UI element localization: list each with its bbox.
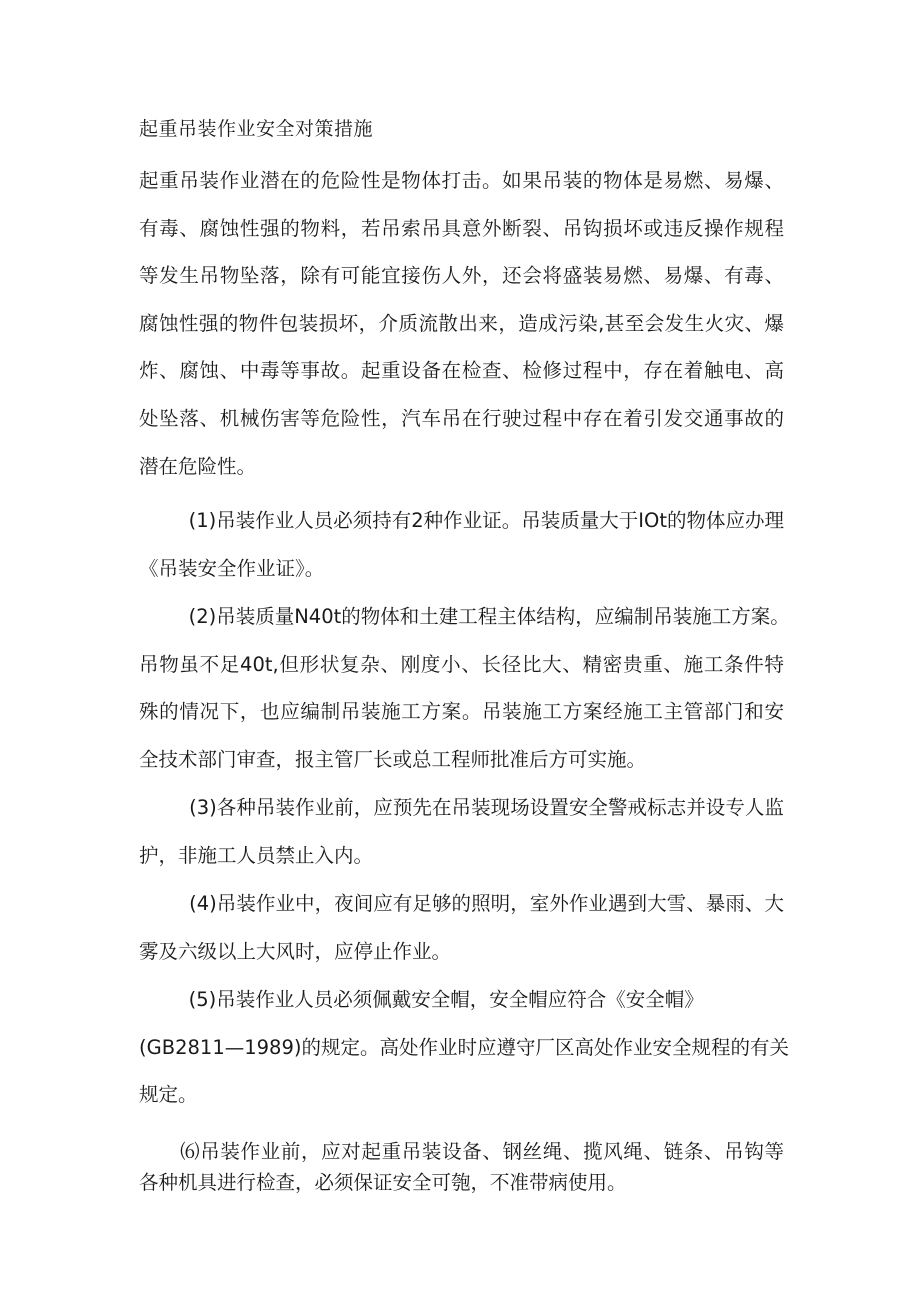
- paragraph-line: (5)吊装作业人员必须佩戴安全帽，安全帽应符合《安全帽》: [139, 988, 704, 1011]
- paragraph-line: ⑹吊装作业前，应对起重吊装设备、钢丝绳、揽风绳、链条、吊钩等: [139, 1140, 784, 1163]
- paragraph-line: 殊的情况下，也应编制吊装施工方案。吊装施工方案经施工主管部门和安: [139, 700, 784, 724]
- item-6-paragraph: [139, 1136, 784, 1198]
- paragraph-line: 起重吊装作业潜在的危险性是物体打击。如果吊装的物体是易燃、易爆、: [139, 169, 784, 192]
- item-3-paragraph: [139, 784, 784, 879]
- paragraph-line: 处坠落、机械伤害等危险性，汽车吊在行驶过程中存在着引发交通事故的: [139, 406, 784, 430]
- paragraph-line: 有毒、腐蚀性强的物料，若吊索吊具意外断裂、吊钩损坏或违反操作规程: [139, 216, 784, 240]
- paragraph-line: 全技术部门审查，报主管厂长或总工程师批准后方可实施。: [139, 747, 647, 771]
- paragraph-line: (2)吊装质量N40t的物体和土建工程主体结构，应编制吊装施工方案。: [139, 605, 790, 628]
- paragraph-line: (GB2811—1989)的规定。高处作业时应遵守厂区高处作业安全规程的有关: [139, 1035, 789, 1059]
- item-2-paragraph: [139, 593, 790, 783]
- paragraph-line: 护，非施工人员禁止入内。: [139, 843, 374, 867]
- paragraph-line: 各种机具进行检查，必须保证安全可匏，不准带病使用。: [139, 1171, 627, 1194]
- paragraph-line: 雾及六级以上大风时，应停止作业。: [139, 939, 452, 963]
- item-4-paragraph: [139, 880, 784, 975]
- paragraph-line: (4)吊装作业中，夜间应有足够的照明，室外作业遇到大雪、暴雨、大: [139, 892, 784, 915]
- item-1-paragraph: [139, 497, 784, 592]
- paragraph-line: 等发生吊物坠落，除有可能宜接伤人外，还会将盛装易燃、易爆、有毒、: [139, 264, 784, 288]
- paragraph-line: 《吊装安全作业证》。: [139, 556, 325, 580]
- paragraph-line: 腐蚀性强的物件包装损坏，介质流散出来，造成污染,甚至会发生火灾、爆: [139, 311, 784, 335]
- intro-paragraph: [139, 157, 784, 490]
- paragraph-line: 炸、腐蚀、中毒等事故。起重设备在检查、检修过程中，存在着触电、高: [139, 359, 784, 383]
- paragraph-line: 规定。: [139, 1083, 198, 1107]
- paragraph-line: 潜在危险性。: [139, 454, 257, 478]
- paragraph-line: (3)各种吊装作业前，应预先在吊装现场设置安全警戒标志并设专人监: [139, 796, 784, 819]
- paragraph-line: (1)吊装作业人员必须持有2种作业证。吊装质量大于IOt的物体应办理: [139, 509, 784, 532]
- item-5-paragraph: [139, 976, 789, 1119]
- document-title: 起重吊装作业安全对策措施: [139, 118, 374, 140]
- paragraph-line: 吊物虽不足40t,但形状复杂、刚度小、长径比大、精密贵重、施工条件特: [139, 652, 784, 676]
